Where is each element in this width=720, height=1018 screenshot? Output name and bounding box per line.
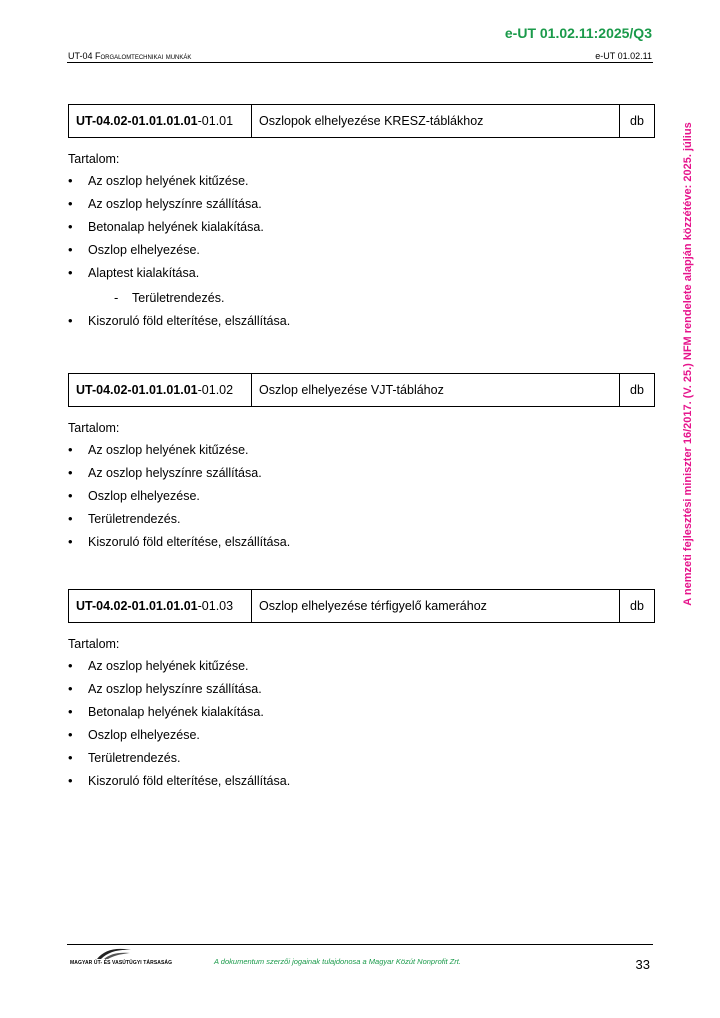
footer-copyright-note: A dokumentum szerzői jogainak tulajdonosa a Magyar Közút Nonprofit Zrt. bbox=[214, 957, 461, 966]
list-item: • Az oszlop helyének kitűzése. bbox=[68, 173, 655, 189]
list-item: • Kiszoruló föld elterítése, elszállítása. bbox=[68, 773, 655, 789]
content-label: Tartalom: bbox=[68, 637, 120, 651]
item-code bbox=[69, 105, 252, 137]
item-code-table bbox=[68, 589, 655, 623]
list-item: • Oszlop elhelyezése. bbox=[68, 488, 655, 504]
content-list bbox=[68, 442, 655, 550]
list-item: • Területrendezés. bbox=[68, 511, 655, 527]
logo-swoosh-icon bbox=[96, 947, 132, 961]
list-item: • Kiszoruló föld elterítése, elszállítása. bbox=[68, 534, 655, 550]
footer-rule bbox=[67, 944, 653, 945]
item-code-table bbox=[68, 104, 655, 138]
list-item: • Oszlop elhelyezése. bbox=[68, 242, 655, 258]
footer-logo bbox=[70, 947, 173, 969]
list-subitem: - Területrendezés. bbox=[68, 290, 655, 306]
header-left-title: orgalomtechnikai munkák bbox=[100, 51, 192, 61]
header-left-prefix: UT-04 F bbox=[68, 51, 101, 61]
content-label: Tartalom: bbox=[68, 152, 120, 166]
item-code-bold: UT-04.02-01.01.01.01 bbox=[76, 114, 198, 128]
list-item: • Oszlop elhelyezése. bbox=[68, 727, 655, 743]
item-description: Oszlop elhelyezése VJT-táblához bbox=[252, 374, 620, 406]
header-right: e-UT 01.02.11 bbox=[595, 51, 652, 61]
item-unit: db bbox=[630, 383, 644, 397]
item-code-table bbox=[68, 373, 655, 407]
list-item: • Az oszlop helyszínre szállítása. bbox=[68, 196, 655, 212]
work-item-1 bbox=[68, 104, 655, 329]
side-note-text: A nemzeti fejlesztési miniszter 16/2017. (V. 25.) NFM rendelete alapján közzétéve: 2025. július bbox=[682, 122, 694, 606]
header-rule bbox=[67, 62, 653, 63]
item-code-suffix: -01.01 bbox=[197, 114, 234, 128]
item-code-suffix: -01.03 bbox=[197, 599, 234, 613]
list-item: • Az oszlop helyének kitűzése. bbox=[68, 442, 655, 458]
list-item: • Az oszlop helyszínre szállítása. bbox=[68, 681, 655, 697]
content-list bbox=[68, 173, 655, 329]
item-code-bold: UT-04.02-01.01.01.01 bbox=[76, 599, 198, 613]
list-item: • Betonalap helyének kialakítása. bbox=[68, 704, 655, 720]
page-number: 33 bbox=[635, 957, 650, 972]
list-item: • Kiszoruló föld elterítése, elszállítása. bbox=[68, 313, 655, 329]
content-label: Tartalom: bbox=[68, 421, 120, 435]
item-description: Oszlopok elhelyezése KRESZ-táblákhoz bbox=[252, 105, 620, 137]
doc-code: e-UT 01.02.11:2025/Q3 bbox=[504, 25, 652, 41]
item-code bbox=[69, 590, 252, 622]
list-item: • Területrendezés. bbox=[68, 750, 655, 766]
item-description: Oszlop elhelyezése térfigyelő kamerához bbox=[252, 590, 620, 622]
work-item-3 bbox=[68, 589, 655, 789]
item-code bbox=[69, 374, 252, 406]
item-unit: db bbox=[630, 599, 644, 613]
content-list bbox=[68, 658, 655, 789]
list-item: • Az oszlop helyének kitűzése. bbox=[68, 658, 655, 674]
item-unit: db bbox=[630, 114, 644, 128]
header-left bbox=[68, 51, 191, 61]
side-publication-note bbox=[676, 96, 700, 632]
work-item-2 bbox=[68, 373, 655, 550]
list-item: • Alaptest kialakítása. bbox=[68, 265, 655, 281]
list-item: • Betonalap helyének kialakítása. bbox=[68, 219, 655, 235]
list-item: • Az oszlop helyszínre szállítása. bbox=[68, 465, 655, 481]
item-code-suffix: -01.02 bbox=[197, 383, 234, 397]
item-code-bold: UT-04.02-01.01.01.01 bbox=[76, 383, 198, 397]
logo-text: MAGYAR ÚT- ÉS VASÚTÜGYI TÁRSASÁG bbox=[70, 960, 173, 966]
